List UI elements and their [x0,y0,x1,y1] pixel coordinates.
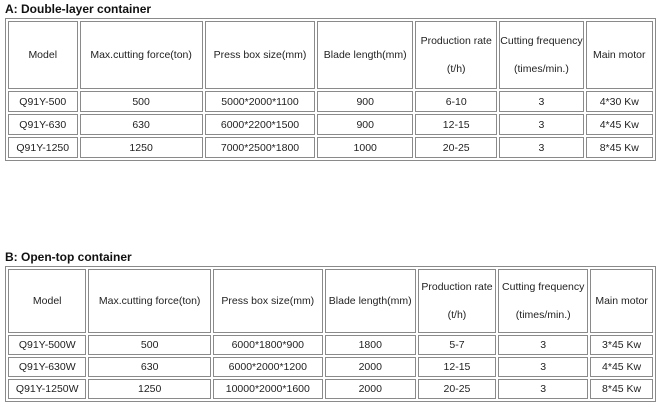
cell-frequency: 3 [498,379,588,399]
cell-blade: 1000 [317,137,413,158]
cell-model: Q91Y-630W [8,357,86,377]
table-header-row [8,269,653,333]
cell-rate: 20-25 [418,379,496,399]
cell-force: 500 [80,91,203,112]
header-press-box: Press box size(mm) [213,269,323,333]
header-blade: Blade length(mm) [325,269,416,333]
cell-press-box: 6000*2200*1500 [205,114,316,135]
header-force: Max.cutting force(ton) [88,269,210,333]
cell-model: Q91Y-1250W [8,379,86,399]
table-row [8,114,653,135]
cell-force: 630 [88,357,210,377]
section-a-title [5,2,151,16]
cell-motor: 4*30 Kw [586,91,653,112]
cell-force: 1250 [80,137,203,158]
header-rate-line1: Production rate [421,281,493,293]
section-a-title-text: Double-layer container [21,2,152,16]
header-rate [418,269,496,333]
cell-rate: 6-10 [415,91,497,112]
header-force: Max.cutting force(ton) [80,21,203,89]
cell-frequency: 3 [498,335,588,355]
header-frequency [498,269,588,333]
header-motor: Main motor [586,21,653,89]
header-model: Model [8,269,86,333]
table-header-row [8,21,653,89]
cell-rate: 5-7 [418,335,496,355]
cell-blade: 900 [317,114,413,135]
cell-frequency: 3 [499,91,583,112]
table-row [8,357,653,377]
header-model: Model [8,21,78,89]
cell-frequency: 3 [498,357,588,377]
cell-force: 1250 [88,379,210,399]
cell-model: Q91Y-500 [8,91,78,112]
table-row [8,379,653,399]
table-row [8,137,653,158]
section-b-prefix: B: [5,250,21,264]
cell-motor: 8*45 Kw [590,379,653,399]
header-frequency [499,21,583,89]
cell-press-box: 7000*2500*1800 [205,137,316,158]
section-b-title [5,250,132,264]
header-rate-line1: Production rate [420,35,492,47]
table-row [8,91,653,112]
header-rate [415,21,497,89]
cell-motor: 4*45 Kw [586,114,653,135]
double-layer-spec-table [5,18,656,161]
header-blade: Blade length(mm) [317,21,413,89]
cell-model: Q91Y-1250 [8,137,78,158]
cell-force: 630 [80,114,203,135]
cell-rate: 20-25 [415,137,497,158]
header-frequency-line1: Cutting frequency [500,35,583,47]
cell-frequency: 3 [499,137,583,158]
cell-press-box: 5000*2000*1100 [205,91,316,112]
cell-force: 500 [88,335,210,355]
header-rate-line2: (t/h) [447,309,467,321]
cell-motor: 4*45 Kw [590,357,653,377]
cell-model: Q91Y-500W [8,335,86,355]
section-b-title-text: Open-top container [21,250,132,264]
header-frequency-line1: Cutting frequency [502,281,585,293]
cell-rate: 12-15 [418,357,496,377]
table-row [8,335,653,355]
cell-blade: 900 [317,91,413,112]
cell-frequency: 3 [499,114,583,135]
cell-rate: 12-15 [415,114,497,135]
open-top-spec-table [5,266,656,402]
cell-press-box: 6000*2000*1200 [213,357,323,377]
header-frequency-line2: (times/min.) [513,63,569,75]
cell-press-box: 6000*1800*900 [213,335,323,355]
cell-blade: 2000 [325,357,416,377]
cell-blade: 1800 [325,335,416,355]
cell-motor: 3*45 Kw [590,335,653,355]
cell-model: Q91Y-630 [8,114,78,135]
header-motor: Main motor [590,269,653,333]
cell-motor: 8*45 Kw [586,137,653,158]
header-press-box: Press box size(mm) [205,21,316,89]
section-a-prefix: A: [5,2,21,16]
cell-blade: 2000 [325,379,416,399]
cell-press-box: 10000*2000*1600 [213,379,323,399]
header-frequency-line2: (times/min.) [515,309,571,321]
header-rate-line2: (t/h) [446,63,466,75]
